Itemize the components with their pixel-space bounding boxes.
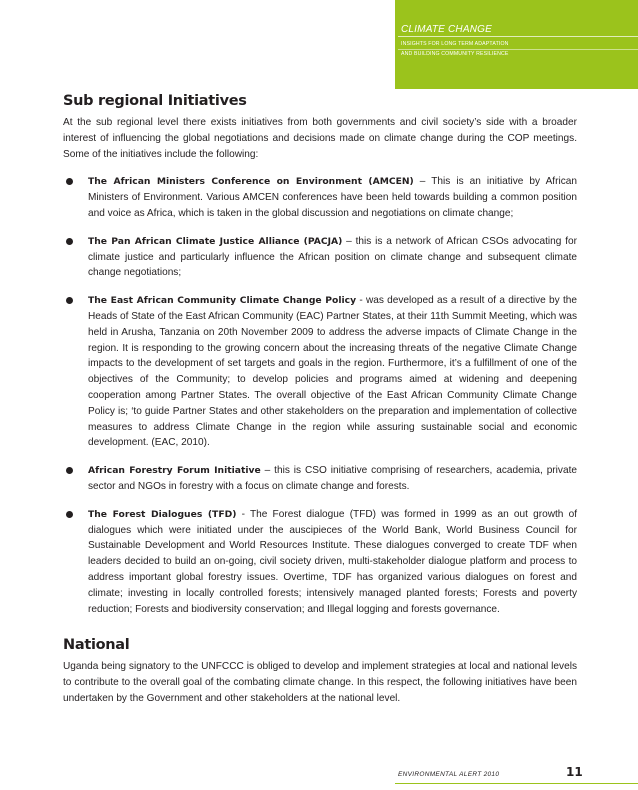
list-item [63,234,577,281]
initiative-description: - was developed as a result of a directive by the Heads of State of the East African Community (EAC) Partner States, at their 11th Summit Meeting, which was held in Arusha, Tanzania on 20th November 2009 to address the adverse impacts of Climate Change in the region. It is responding to the growing concern about the increasing threats of the negative Climate Change impacts to the development of set targets and goals in the region. Furthermore, it’s a fulfillment of one of the objectives of the Community; to develop policies and programs aimed at widening and deepening cooperation among Partner States. The overall objective of the East African Community Climate Change Policy is; ‘to guide Partner States and other stakeholders on the preparation and implementation of collective measures to address Climate Change in the region while assuring sustainable social and economic development. (EAC, 2010). [88,295,578,449]
initiative-term: The Forest Dialogues (TFD) [88,508,237,520]
page-content [63,93,577,707]
list-item [63,463,577,495]
list-item [63,174,577,221]
sub-regional-intro: At the sub regional level there exists initiatives from both governments and civil society’s side with a broader interest of influencing the global negotiations and decisions made on climate change during the COP meetings. Some of the initiatives include the following: [63,117,577,160]
header-divider [398,36,638,37]
bullet-icon [66,467,73,474]
footer-divider [395,783,638,784]
header-subtitle-line-2: AND BUILDING COMMUNITY RESILIENCE [401,51,509,57]
initiative-term: African Forestry Forum Initiative [88,465,261,477]
initiative-term: The East African Community Climate Change Policy [88,295,357,307]
page-number: 11 [566,765,583,779]
header-title: CLIMATE CHANGE [401,24,492,35]
national-paragraph: Uganda being signatory to the UNFCCC is obliged to develop and implement strategies at local and national levels to contribute to the overall goal of the combating climate change. In this respect, the following initiatives have been undertaken by the Government and other stakeholders at the national level. [63,661,577,704]
initiative-description: – this is a network of African CSOs advocating for climate justice and particularly influence the African position on climate change and subsequent climate change negotiations; [88,235,577,279]
section-heading-sub-regional: Sub regional Initiatives [63,93,247,109]
list-item [63,507,577,618]
bullet-icon [66,297,73,304]
initiative-term: The Pan African Climate Justice Alliance (PACJA) [88,235,343,247]
initiative-description: - The Forest dialogue (TFD) was formed in 1999 as an out growth of dialogues which were initiated under the auscipieces of the World Bank, World Business Council for Sustainable Development and World Resources Institute. These dialogues converged to create TDF when leaders decided to build an on-going, civil society driven, multi-stakeholder dialogue platform and process to address important global forestry issues. Overtime, TDF has organized various dialogues on forest and climate; investing in locally controlled forests; intensively managed planted forests; Forests and poverty reduction; Forests and biodiversity conservation; and Illegal logging and forests governance. [88,508,577,615]
bullet-icon [66,511,73,518]
bullet-icon [66,238,73,245]
initiative-description: – This is an initiative by African Ministers of Environment. Various AMCEN conferences have been held towards building a common position and voice as Africa, which is taken in the global discussion and negotiations on climate change; [88,176,577,219]
list-item [63,293,577,451]
header-divider-2 [398,49,638,50]
initiative-term: The African Ministers Conference on Environment (AMCEN) [88,176,414,188]
bullet-icon [66,178,73,185]
footer-publication-label: ENVIRONMENTAL ALERT 2010 [398,771,500,778]
header-subtitle-line-1: INSIGHTS FOR LONG TERM ADAPTATION [401,41,509,47]
initiative-description: – this is CSO initiative comprising of researchers, academia, private sector and NGOs in forestry with a focus on climate change and forests. [88,465,577,492]
initiatives-list [63,174,577,617]
section-heading-national: National [63,637,130,654]
